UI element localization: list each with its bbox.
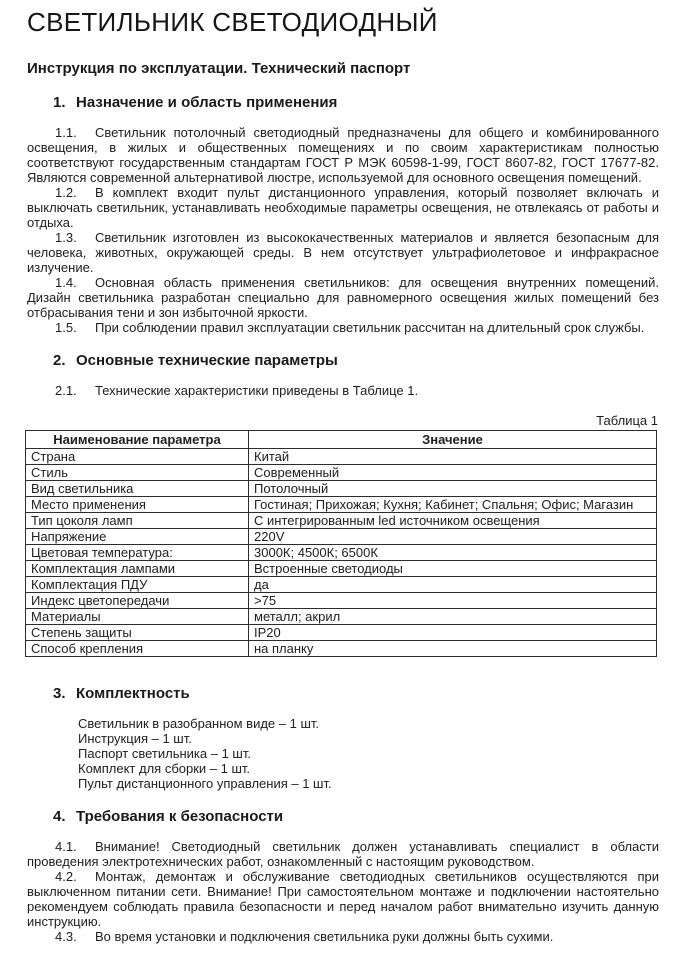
document-subtitle: Инструкция по эксплуатации. Технический паспорт [27, 60, 411, 77]
paragraph-text: При соблюдении правил эксплуатации светильник рассчитан на длительный срок службы. [95, 320, 645, 335]
paragraph-number: 1.1. [55, 125, 77, 140]
param-value-cell: да [249, 577, 657, 593]
param-value-cell: Современный [249, 465, 657, 481]
param-value-cell: >75 [249, 593, 657, 609]
paragraph-number: 2.1. [55, 383, 77, 398]
paragraph-text: Светильник изготовлен из высококачественных материалов и является безопасным для человека, животных, окружающей среды. В нем отсутствует ультрафиолетовое и инфракрасное излучение. [27, 230, 659, 275]
table-header-value: Значение [249, 431, 657, 449]
list-item: Паспорт светильника – 1 шт. [78, 746, 251, 761]
param-name-cell: Место применения [26, 497, 249, 513]
paragraph-2-1 [27, 383, 659, 398]
package-contents-list [27, 716, 659, 791]
list-item: Пульт дистанционного управления – 1 шт. [78, 776, 332, 791]
paragraph-text: В комплект входит пульт дистанционного управления, который позволяет включать и выключать светильник, устанавливать необходимые параметры освещения, не отвлекаясь от работы и отдыха. [27, 185, 659, 230]
table-header-param: Наименование параметра [26, 431, 249, 449]
param-name-cell: Вид светильника [26, 481, 249, 497]
list-item: Светильник в разобранном виде – 1 шт. [78, 716, 320, 731]
paragraph-4-1 [27, 839, 659, 869]
param-name-cell: Степень защиты [26, 625, 249, 641]
table-caption: Таблица 1 [596, 413, 658, 428]
paragraph-text: Светильник потолочный светодиодный предназначены для общего и комбинированного освещения, в жилых и общественных помещениях и по своим характеристикам полностью соответствуют государственным стандартам ГОСТ Р МЭК 60598-1-99, ГОСТ 8607-82, ГОСТ 17677-82. Являются современной альтернативой люстре, используемой для основного освещения помещений. [27, 125, 659, 185]
param-value-cell: Китай [249, 449, 657, 465]
paragraph-text: Основная область применения светильников: для освещения внутренних помещений. Дизайн светильника разработан специально для равномерного освещения жилых помещений без отбрасывания тени и зон избыточной яркости. [27, 275, 659, 320]
paragraph-text: Технические характеристики приведены в Таблице 1. [95, 383, 419, 398]
param-value-cell: Гостиная; Прихожая; Кухня; Кабинет; Спальня; Офис; Магазин [249, 497, 657, 513]
document-title: СВЕТИЛЬНИК СВЕТОДИОДНЫЙ [27, 7, 438, 37]
param-value-cell: металл; акрил [249, 609, 657, 625]
paragraph-number: 1.2. [55, 185, 77, 200]
section-1-heading [27, 94, 659, 112]
table-row [26, 465, 657, 481]
specs-table [25, 430, 657, 657]
paragraph-number: 4.1. [55, 839, 77, 854]
section-3-title: Комплектность [76, 685, 190, 702]
param-name-cell: Тип цоколя ламп [26, 513, 249, 529]
param-value-cell: на планку [249, 641, 657, 657]
section-2-heading [27, 352, 659, 370]
paragraph-1-5 [27, 320, 659, 335]
param-name-cell: Материалы [26, 609, 249, 625]
section-4-title: Требования к безопасности [76, 808, 284, 825]
section-4-number: 4. [53, 808, 66, 825]
list-item: Комплект для сборки – 1 шт. [78, 761, 251, 776]
section-3-number: 3. [53, 685, 66, 702]
table-row [26, 513, 657, 529]
param-name-cell: Страна [26, 449, 249, 465]
param-name-cell: Стиль [26, 465, 249, 481]
table-row [26, 481, 657, 497]
param-name-cell: Напряжение [26, 529, 249, 545]
section-2-number: 2. [53, 352, 66, 369]
table-row [26, 529, 657, 545]
param-name-cell: Цветовая температура: [26, 545, 249, 561]
param-name-cell: Комплектация ПДУ [26, 577, 249, 593]
section-4-heading [27, 808, 659, 826]
paragraph-text: Внимание! Светодиодный светильник должен устанавливать специалист в области проведения электротехнических работ, ознакомленный с настоящим руководством. [27, 839, 659, 869]
paragraph-number: 4.3. [55, 929, 77, 944]
paragraph-1-4 [27, 275, 659, 320]
paragraph-text: Монтаж, демонтаж и обслуживание светодиодных светильников осуществляются при выключенном питании сети. Внимание! При самостоятельном монтаже и подключении настоятельно рекомендуем соблюдать правила безопасности и перед началом работ внимательно изучить данную инструкцию. [27, 869, 659, 929]
table-header-row [26, 431, 657, 449]
paragraph-1-2 [27, 185, 659, 230]
param-value-cell: 220V [249, 529, 657, 545]
section-3-heading [27, 685, 659, 703]
table-row [26, 545, 657, 561]
section-2-title: Основные технические параметры [76, 352, 338, 369]
paragraph-number: 1.3. [55, 230, 77, 245]
table-row [26, 625, 657, 641]
paragraph-4-3 [27, 929, 659, 944]
table-row [26, 497, 657, 513]
section-1-number: 1. [53, 94, 66, 111]
param-value-cell: Встроенные светодиоды [249, 561, 657, 577]
paragraph-number: 4.2. [55, 869, 77, 884]
paragraph-4-2 [27, 869, 659, 929]
table-row [26, 609, 657, 625]
table-row [26, 593, 657, 609]
param-value-cell: 3000К; 4500К; 6500К [249, 545, 657, 561]
param-name-cell: Комплектация лампами [26, 561, 249, 577]
param-name-cell: Индекс цветопередачи [26, 593, 249, 609]
param-value-cell: IP20 [249, 625, 657, 641]
paragraph-number: 1.4. [55, 275, 77, 290]
param-value-cell: С интегрированным led источником освещения [249, 513, 657, 529]
paragraph-1-3 [27, 230, 659, 275]
paragraph-text: Во время установки и подключения светильника руки должны быть сухими. [95, 929, 554, 944]
param-name-cell: Способ крепления [26, 641, 249, 657]
table-row [26, 641, 657, 657]
list-item: Инструкция – 1 шт. [78, 731, 192, 746]
paragraph-number: 1.5. [55, 320, 77, 335]
paragraph-1-1 [27, 125, 659, 185]
param-value-cell: Потолочный [249, 481, 657, 497]
table-row [26, 449, 657, 465]
section-1-title: Назначение и область применения [76, 94, 338, 111]
table-row [26, 577, 657, 593]
table-row [26, 561, 657, 577]
